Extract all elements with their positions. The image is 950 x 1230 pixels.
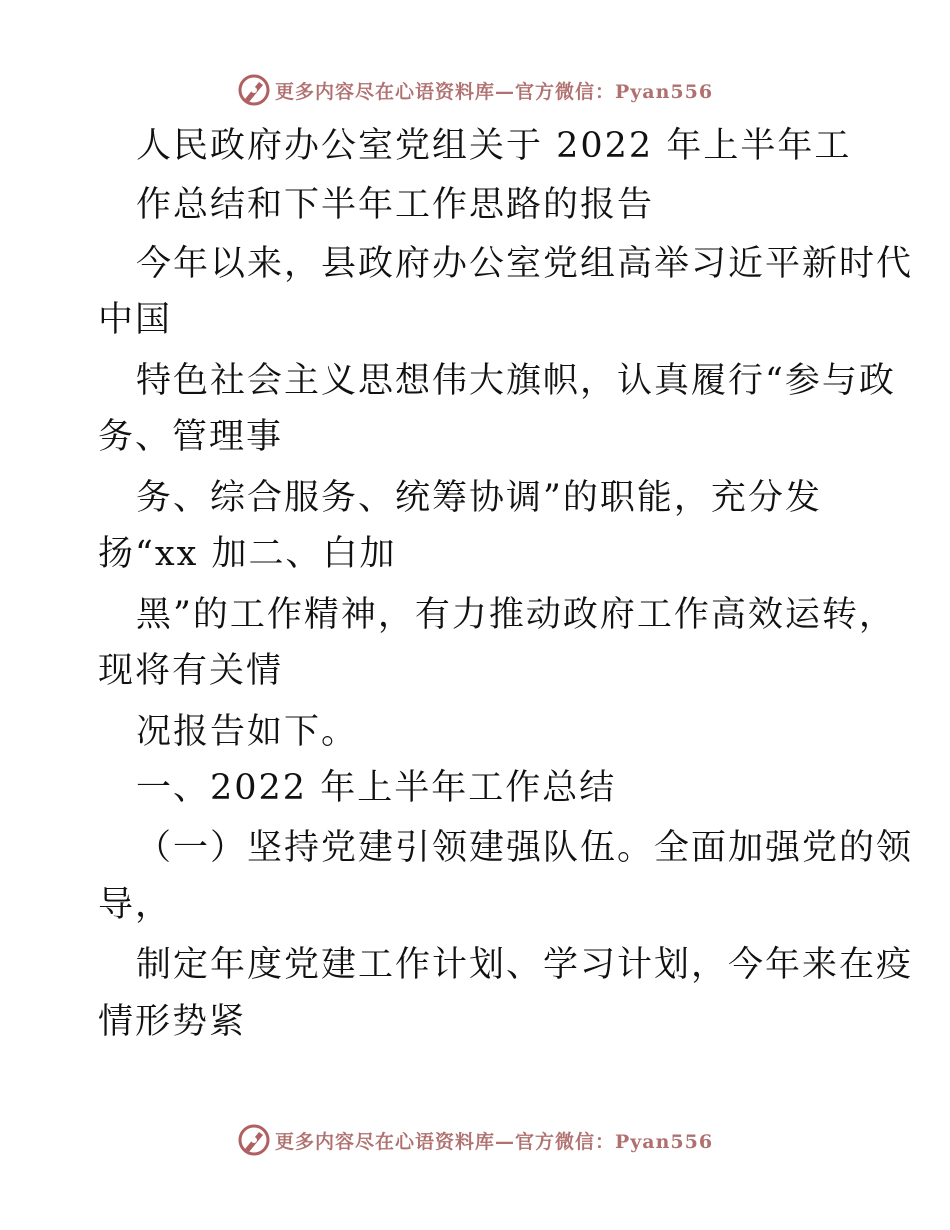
footer-watermark [0, 1120, 950, 1160]
paragraph-line: 今年以来，县政府办公室党组高举习近平新时代 [136, 244, 914, 284]
paragraph-line: 导， [98, 885, 173, 925]
paragraph-line: 务、管理事 [98, 417, 284, 457]
subsection-heading-line: （一）坚持党建引领建强队伍。全面加强党的领 [136, 828, 914, 868]
doc-title-line-2: 作总结和下半年工作思路的报告 [136, 185, 655, 225]
paragraph-line: 黑”的工作精神，有力推动政府工作高效运转， [136, 595, 896, 635]
pen-logo-icon [237, 1123, 271, 1157]
header-watermark [0, 70, 950, 110]
section-heading: 一、2022 年上半年工作总结 [136, 768, 617, 808]
paragraph-line: 况报告如下。 [136, 712, 359, 752]
pen-logo-icon [237, 73, 271, 107]
paragraph-line: 中国 [98, 300, 173, 340]
doc-title-line-1: 人民政府办公室党组关于 2022 年上半年工 [136, 126, 852, 166]
paragraph-line: 特色社会主义思想伟大旗帜，认真履行“参与政 [136, 361, 896, 401]
paragraph-line: 现将有关情 [98, 651, 284, 691]
paragraph-line: 制定年度党建工作计划、学习计划，今年来在疫 [136, 945, 914, 985]
watermark-text: 更多内容尽在心语资料库—官方微信：Pyan556 [274, 1130, 714, 1153]
paragraph-line: 务、综合服务、统筹协调”的职能，充分发 [136, 478, 822, 518]
paragraph-line: 情形势紧 [98, 1002, 247, 1042]
paragraph-line: 扬“xx 加二、白加 [98, 534, 397, 574]
watermark-text: 更多内容尽在心语资料库—官方微信：Pyan556 [274, 80, 714, 103]
